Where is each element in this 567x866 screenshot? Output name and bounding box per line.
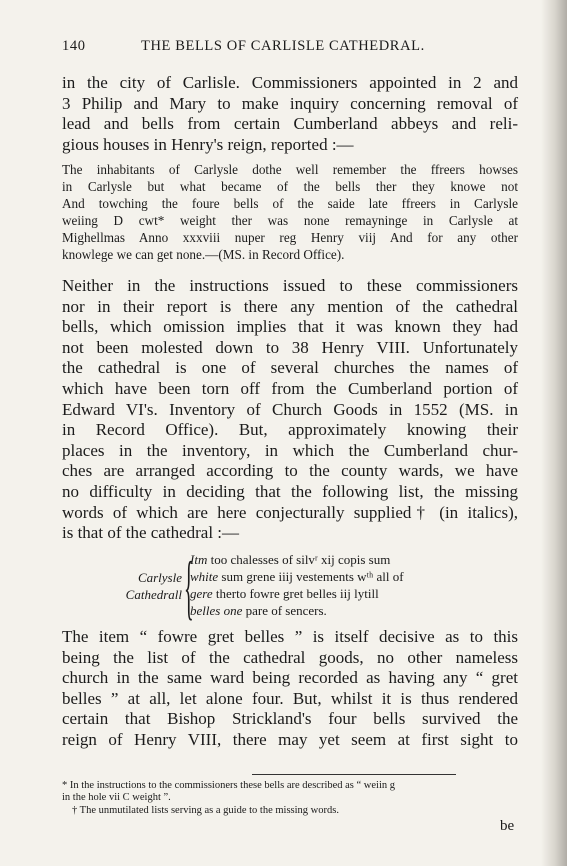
quote-line: Mighellmas Anno xxxviii nuper reg Henry viij And for any other	[62, 229, 518, 245]
inventory-text: therto fowre gret belles iij lytill	[212, 586, 379, 601]
catchword: be	[500, 818, 515, 834]
paragraph-3	[62, 627, 518, 751]
text-line: church in the same ward being recorded as having any “ gret	[62, 668, 518, 688]
italic-supplied-text: white	[190, 569, 219, 584]
text-line: not been molested down to 38 Henry VIII. Unfortunately	[62, 337, 518, 357]
inventory-list	[60, 547, 480, 627]
text-line: Neither in the instructions issued to these commissioners	[62, 276, 518, 295]
inventory-row	[190, 603, 327, 619]
quote-line: The inhabitants of Carlysle dothe well remember the ffreers howses	[62, 162, 518, 177]
text-line: ches are arranged according to the county wards, we have	[62, 461, 518, 481]
text-line: the cathedral is one of several churches the names of	[62, 358, 518, 378]
text-line: words of which are here conjecturally supplied† (in italics),	[62, 502, 518, 522]
inventory-text: pare of sencers.	[242, 603, 327, 618]
text-line: gious houses in Henry's reign, reported :—	[62, 134, 354, 154]
quote-line: And towching the foure bells of the saide late ffreers in Carlysle	[62, 195, 518, 211]
text-line: in the city of Carlisle. Commissioners appointed in 2 and	[62, 73, 518, 92]
text-line: nor in their report is there any mention of the cathedral	[62, 296, 518, 316]
text-line: places in the inventory, in which the Cumberland chur-	[62, 440, 518, 460]
inventory-text: sum grene iiij vestements wᵗʰ all of	[218, 569, 404, 584]
text-line: lead and bells from certain Cumberland abbeys and reli-	[62, 114, 518, 134]
footnote-1-line-1: * In the instructions to the commissioners these bells are described as “ weiin g	[62, 780, 396, 791]
footnote-2: † The unmutilated lists serving as a guide to the missing words.	[72, 805, 339, 816]
text-line: reign of Henry VIII, there may yet seem at first sight to	[62, 729, 518, 749]
italic-supplied-text: belles one	[190, 603, 243, 618]
inventory-label-carlysle: Carlysle	[137, 570, 182, 585]
text-line: 3 Philip and Mary to make inquiry concerning removal of	[62, 93, 518, 113]
text-line: in Record Office). But, approximately knowing their	[62, 420, 518, 440]
inventory-row	[190, 569, 404, 585]
italic-supplied-text: gere	[190, 586, 213, 601]
italic-supplied-text: Itm	[190, 552, 208, 567]
text-line: certain that Bishop Strickland's four bells survived the	[62, 709, 518, 729]
paragraph-1	[62, 73, 518, 155]
quote-line: weiing D cwt* weight ther was none remayninge in Carlysle at	[62, 212, 518, 228]
page-number: 140	[62, 38, 86, 54]
inventory-text: too chalesses of silvʳ xij copis sum	[207, 552, 391, 567]
text-line: Edward VI's. Inventory of Church Goods in 1552 (MS. in	[62, 399, 518, 419]
quote-line: knowlege we can get none.—(MS. in Record Office).	[62, 246, 345, 262]
running-title: THE BELLS OF CARLISLE CATHEDRAL.	[141, 38, 425, 54]
page-gutter-shadow	[541, 0, 567, 866]
footnote-rule	[252, 774, 456, 775]
curly-brace: {	[184, 547, 194, 627]
paragraph-2	[62, 276, 518, 544]
text-line: which have been torn off from the Cumberland portion of	[62, 378, 518, 398]
text-line: no difficulty in deciding that the following list, the missing	[62, 481, 518, 501]
inventory-label-cathedrall: Cathedrall	[125, 587, 182, 602]
footnote-1-line-2: in the hole vii C weight ”.	[62, 792, 171, 803]
text-line: bells, which omission implies that it was known they had	[62, 317, 518, 337]
text-line: belles ” at all, let alone four. But, whilst it is thus rendered	[62, 688, 518, 708]
quotation-block	[62, 162, 518, 263]
inventory-row	[190, 552, 390, 568]
text-line: The item “ fowre gret belles ” is itself decisive as to this	[62, 627, 518, 646]
text-line: being the list of the cathedral goods, no other nameless	[62, 647, 518, 667]
text-line: is that of the cathedral :—	[62, 523, 240, 543]
inventory-row	[190, 586, 379, 602]
quote-line: in Carlysle but what became of the bells ther they knowe not	[62, 178, 518, 194]
